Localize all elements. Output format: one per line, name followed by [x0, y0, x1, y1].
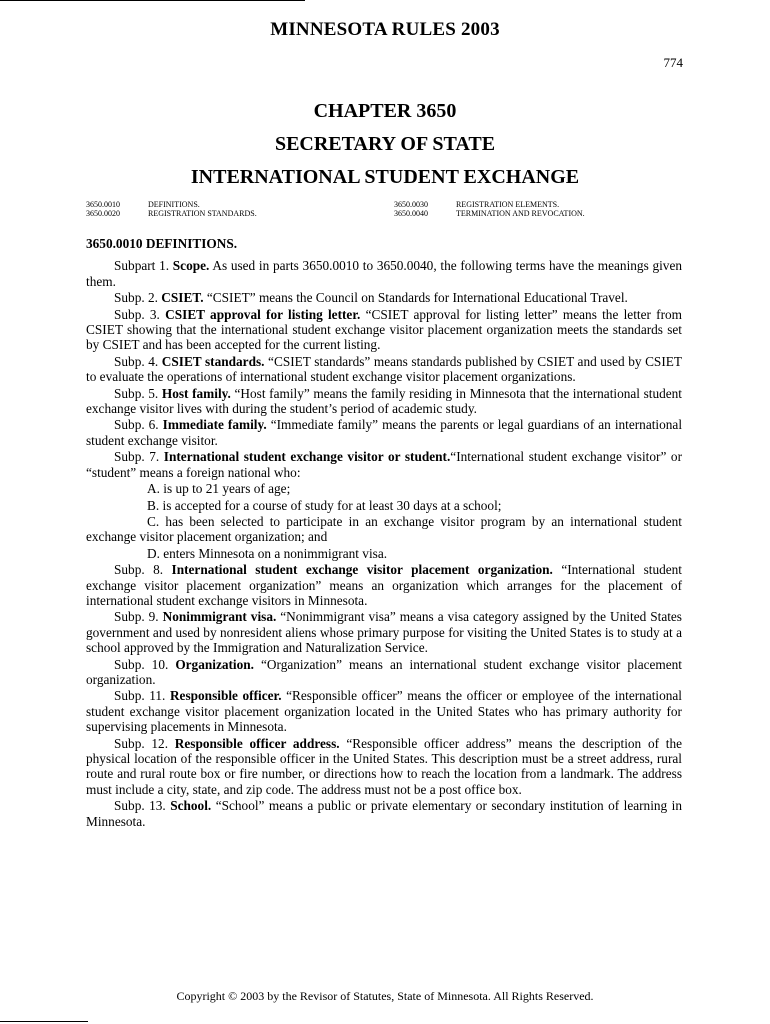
subpart — [86, 688, 682, 734]
subpart-label: Subp. 7. — [114, 449, 160, 465]
toc-number: 3650.0030 — [394, 200, 428, 209]
subpart-term: CSIET approval for listing letter. — [165, 306, 361, 322]
subpart — [86, 798, 682, 829]
subpart-label: Subpart 1. — [114, 258, 170, 274]
top-rule — [0, 0, 305, 1]
running-head: MINNESOTA RULES 2003 — [270, 19, 500, 40]
toc-number: 3650.0020 — [86, 209, 120, 218]
toc-entry — [86, 209, 257, 219]
subpart-text: As used in parts 3650.0010 to 3650.0040, the following terms have the meanings given them. — [86, 258, 682, 289]
subpart-term: International student exchange visitor placement organization. — [171, 562, 553, 578]
subpart-label: Subp. 4. — [114, 353, 159, 369]
subpart-text: “International student exchange visitor placement organization” means an organization which arranges for the placement of international student exchange visitors in Minnesota. — [86, 562, 682, 608]
list-item: B. is accepted for a course of study for at least 30 days at a school; — [147, 497, 502, 513]
list-item: A. is up to 21 years of age; — [147, 481, 291, 497]
subpart-term: CSIET. — [161, 290, 204, 306]
subpart-term: Host family. — [161, 385, 231, 401]
subpart — [86, 657, 682, 688]
subpart-text: “International student exchange visitor” or “student” means a foreign national who: — [86, 449, 683, 480]
subpart-text: “Responsible officer address” means the description of the physical location of the responsible officer in the United States. This description must be a street address, rural route and rural route box or fire number, or directions how to reach the location from a landmark. The address must include a city, state, and zip code. The address must not be a post office box. — [86, 735, 682, 797]
subpart — [86, 354, 682, 385]
subpart-label: Subp. 2. — [114, 290, 158, 306]
subpart-text: “Nonimmigrant visa” means a visa category assigned by the United States government and used by nonresident aliens whose primary purpose for visiting the United States is to study at a school approved by the Immigration and Naturalization Service. — [86, 609, 682, 656]
subpart-term: CSIET standards. — [161, 353, 265, 369]
subpart-label: Subp. 13. — [114, 798, 166, 814]
subpart-text: “Responsible officer” means the officer or employee of the international student exchange visitor placement organization located in the United States who has primary authority for supervising placements in Minnesota. — [86, 688, 682, 735]
subpart — [86, 307, 682, 353]
subpart-text: “CSIET” means the Council on Standards for International Educational Travel. — [206, 290, 628, 306]
subpart-term: International student exchange visitor or student. — [163, 449, 451, 465]
subpart-term: Responsible officer. — [169, 688, 282, 704]
subpart-label: Subp. 6. — [114, 417, 159, 433]
subpart-label: Subp. 8. — [114, 562, 164, 578]
subpart-label: Subp. 3. — [114, 306, 160, 322]
subpart-label: Subp. 9. — [114, 609, 159, 625]
subpart-term: Scope. — [172, 258, 210, 274]
subpart-term: Nonimmigrant visa. — [162, 609, 277, 625]
toc-title: REGISTRATION STANDARDS. — [148, 209, 257, 218]
toc-title: REGISTRATION ELEMENTS. — [456, 200, 560, 209]
subpart — [86, 736, 682, 798]
bottom-rule — [0, 1021, 88, 1022]
toc-number: 3650.0010 — [86, 200, 120, 209]
subpart-term: Responsible officer address. — [174, 735, 340, 751]
rule-text — [86, 236, 682, 830]
chapter-agency: SECRETARY OF STATE — [274, 133, 496, 155]
subpart-term: Immediate family. — [162, 417, 267, 433]
subpart-term: Organization. — [175, 656, 254, 672]
toc-number: 3650.0040 — [394, 209, 428, 218]
toc-entry — [394, 209, 585, 219]
subpart — [86, 290, 682, 305]
subpart-label: Subp. 5. — [114, 385, 159, 401]
subpart — [86, 258, 682, 289]
page-number: 774 — [663, 55, 683, 70]
subpart-text: “Organization” means an international student exchange visitor placement organization. — [86, 656, 682, 687]
list-item: D. enters Minnesota on a nonimmigrant visa. — [147, 545, 388, 561]
subpart-text: “CSIET approval for listing letter” means the letter from CSIET showing that the international student exchange visitor placement organization meets the standards set by CSIET and has been accepted for the current listing. — [86, 306, 683, 353]
subpart-text: “Immediate family” means the parents or legal guardians of an international student exchange visitor. — [86, 417, 683, 448]
list-item: C. has been selected to participate in an exchange visitor program by an international student exchange visitor placement organization; and — [86, 513, 682, 545]
subpart — [86, 449, 682, 480]
copyright-notice: Copyright © 2003 by the Revisor of Statutes, State of Minnesota. All Rights Reserved. — [176, 989, 594, 1003]
chapter-subject: INTERNATIONAL STUDENT EXCHANGE — [190, 166, 580, 188]
subpart-label: Subp. 10. — [114, 656, 169, 672]
subpart — [86, 386, 682, 417]
toc-title: TERMINATION AND REVOCATION. — [456, 209, 585, 218]
chapter-heading — [0, 95, 770, 194]
subpart-label: Subp. 12. — [114, 735, 169, 751]
subpart — [86, 609, 682, 655]
subpart-term: School. — [170, 798, 212, 814]
section-heading: 3650.0010 DEFINITIONS. — [86, 236, 238, 251]
subpart-text: “School” means a public or private elementary or secondary institution of learning in Minnesota. — [86, 798, 682, 829]
subpart — [86, 562, 682, 608]
subpart — [86, 417, 682, 448]
subpart-text: “CSIET standards” means standards published by CSIET and used by CSIET to evaluate the operations of international student exchange visitor placement organizations. — [86, 353, 683, 385]
chapter-number: CHAPTER 3650 — [313, 100, 457, 122]
subpart-label: Subp. 11. — [114, 688, 166, 704]
subpart-text: “Host family” means the family residing in Minnesota that the international student exchange visitor lives with during the student’s period of academic study. — [86, 385, 683, 417]
toc-title: DEFINITIONS. — [148, 200, 200, 209]
